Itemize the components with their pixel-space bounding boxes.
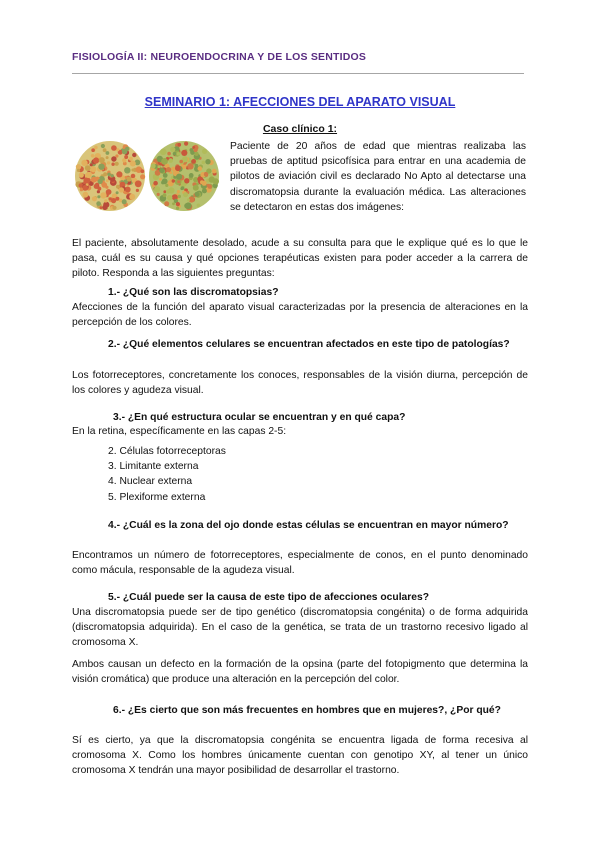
plate-dot bbox=[177, 190, 180, 193]
plate-dot bbox=[176, 174, 182, 180]
plate-dot bbox=[93, 157, 99, 163]
plate-dot bbox=[178, 143, 182, 147]
plate-dot bbox=[198, 166, 203, 171]
plate-dot bbox=[94, 146, 98, 150]
plate-dot bbox=[94, 184, 99, 189]
answer-6: Sí es cierto, ya que la discromatopsia congénita se encuentra ligada de forma recesiva al cromosoma X. Como los hombres únicamente cuentan con genotipo XY, al tener un único cromosoma X tendrán una mayor posibilidad de desarrollar el trastorno. bbox=[72, 735, 528, 777]
plate-dot bbox=[136, 189, 139, 192]
plate-dot bbox=[175, 165, 181, 171]
plate-dot bbox=[189, 173, 194, 178]
plate-dot bbox=[202, 181, 207, 186]
plate-dot bbox=[83, 178, 89, 184]
question-1: 1.- ¿Qué son las discromatopsias? bbox=[108, 287, 279, 298]
plate-dot bbox=[106, 151, 110, 155]
plate-dot bbox=[190, 148, 194, 152]
plate-dot bbox=[184, 142, 188, 146]
answer-4: Encontramos un número de fotorreceptores, especialmente de conos, en el punto denominado como mácula, responsable de la agudeza visual. bbox=[72, 550, 528, 577]
plate-dot bbox=[163, 173, 168, 178]
plate-dot bbox=[176, 202, 180, 206]
plate-dot bbox=[107, 173, 111, 177]
plate-dot bbox=[97, 195, 100, 198]
plate-dot bbox=[109, 197, 112, 200]
plate-dot bbox=[99, 157, 105, 163]
plate-dot bbox=[184, 178, 189, 183]
course-header: FISIOLOGÍA II: NEUROENDOCRINA Y DE LOS SENTIDOS bbox=[72, 51, 367, 63]
plate-dot bbox=[167, 195, 172, 200]
plate-dot bbox=[92, 196, 97, 201]
plate-dot bbox=[86, 172, 92, 178]
plate-dot bbox=[141, 169, 145, 173]
answer-5-continued: Ambos causan un defecto en la formación de la opsina (parte del fotopigmento que determina la visión cromática) que produce una alteración en la percepción del color. bbox=[72, 659, 528, 686]
answer-2: Los fotorreceptores, concretamente los conoces, responsables de la visión diurna, percepción de los colores y agudeza visual. bbox=[72, 370, 528, 397]
retina-layers-list bbox=[108, 444, 226, 505]
answer-3: En la retina, específicamente en las capas 2-5: bbox=[72, 426, 287, 437]
answer-5: Una discromatopsia puede ser de tipo genético (discromatopsia congénita) o de forma adquirida (discromatopsia adquirida). En el caso de la genética, se trata de un trastorno recesivo ligado al cromosoma X. bbox=[72, 607, 528, 649]
plate-dot bbox=[104, 199, 107, 202]
ishihara-plates-image bbox=[72, 138, 224, 220]
plate-dot bbox=[90, 163, 93, 166]
plate-dot bbox=[102, 205, 107, 210]
header-divider bbox=[72, 73, 524, 74]
plate-dot bbox=[202, 149, 207, 154]
answer-1: Afecciones de la función del aparato visual caracterizadas por la presencia de alteraciones en la percepción de los colores. bbox=[72, 302, 528, 329]
plate-dot bbox=[172, 202, 175, 205]
document-title: SEMINARIO 1: AFECCIONES DEL APARATO VISUAL bbox=[144, 95, 456, 109]
plate-dot bbox=[176, 207, 179, 210]
plate-dot bbox=[170, 147, 175, 152]
question-6: 6.- ¿Es cierto que son más frecuentes en hombres que en mujeres?, ¿Por qué? bbox=[113, 705, 501, 716]
plate-dot bbox=[122, 199, 127, 204]
plate-dot bbox=[77, 169, 80, 172]
plate-dot bbox=[140, 174, 145, 179]
list-item: 3. Limitante externa bbox=[108, 461, 199, 473]
case-intro: Paciente de 20 años de edad que mientras realizaba las pruebas de aptitud psicofísica para entrar en una academia de pilotos de aviación civil es declarado No Apto al detectarse una discromatopsia durante la evaluación médica. Las alteraciones se detectaron en estas dos imágenes: bbox=[230, 141, 526, 213]
plate-dot bbox=[159, 168, 164, 173]
plate-dot bbox=[119, 187, 124, 192]
plate-dot bbox=[85, 165, 91, 171]
plate-dot bbox=[131, 174, 136, 179]
plate-dot bbox=[100, 192, 106, 198]
plate-dot bbox=[124, 155, 128, 159]
list-item: 5. Plexiforme externa bbox=[108, 491, 206, 503]
plate-dot bbox=[173, 152, 177, 156]
plate-dot bbox=[181, 186, 185, 190]
plate-dot bbox=[187, 198, 190, 201]
plate-dot bbox=[129, 194, 135, 200]
plate-dot bbox=[187, 163, 193, 169]
plate-dot bbox=[82, 185, 88, 191]
plate-dot bbox=[168, 158, 173, 163]
plate-dot bbox=[100, 206, 103, 209]
plate-dot bbox=[111, 156, 116, 161]
plate-dot bbox=[116, 191, 119, 194]
plate-dot bbox=[103, 148, 107, 152]
question-2: 2.- ¿Qué elementos celulares se encuentran afectados en este tipo de patologías? bbox=[108, 339, 510, 350]
plate-dot bbox=[124, 167, 130, 173]
plate-dot bbox=[184, 203, 190, 209]
plate-dot bbox=[193, 185, 199, 191]
plate-dot bbox=[105, 186, 108, 189]
plate-dot bbox=[212, 169, 217, 174]
plate-dot bbox=[183, 192, 188, 197]
list-item: 2. Células fotorreceptoras bbox=[108, 446, 226, 457]
plate-dot bbox=[127, 176, 132, 181]
plate-dot bbox=[111, 163, 114, 166]
plate-dot bbox=[195, 152, 199, 156]
plate-dot bbox=[164, 201, 169, 206]
plate-dot bbox=[191, 159, 196, 164]
plate-dot bbox=[166, 167, 171, 172]
plate-dot bbox=[151, 164, 156, 169]
plate-dot bbox=[79, 173, 84, 178]
question-5: 5.- ¿Cuál puede ser la causa de este tipo de afecciones oculares? bbox=[108, 592, 430, 603]
plate-dot bbox=[80, 188, 83, 191]
plate-dot bbox=[98, 164, 104, 170]
plate-dot bbox=[202, 161, 206, 165]
plate-dot bbox=[112, 206, 116, 210]
plate-dot bbox=[160, 149, 167, 156]
plate-dot bbox=[96, 201, 101, 206]
plate-dot bbox=[157, 193, 160, 196]
plate-dot bbox=[172, 179, 175, 182]
plate-dot bbox=[132, 153, 136, 157]
plate-dot bbox=[209, 176, 215, 182]
plate-dot bbox=[83, 192, 89, 198]
plate-dot bbox=[106, 179, 109, 182]
plate-dot bbox=[165, 184, 168, 187]
plate-dot bbox=[158, 165, 161, 168]
case-title: Caso clínico 1: bbox=[262, 123, 338, 135]
plate-dot bbox=[161, 181, 165, 185]
plate-dot bbox=[111, 174, 114, 177]
plate-dot bbox=[111, 145, 117, 151]
plate-dot bbox=[90, 166, 96, 172]
plate-dot bbox=[135, 180, 142, 187]
plate-dot bbox=[207, 184, 212, 189]
plate-dot bbox=[195, 164, 199, 168]
plate-dot bbox=[81, 160, 87, 166]
plate-dot bbox=[116, 148, 119, 151]
plate-dot bbox=[91, 154, 95, 158]
plate-dot bbox=[197, 204, 201, 208]
patient-note: El paciente, absolutamente desolado, acude a su consulta para que le explique qué es lo que le pasa, cuál es su causa y qué opciones terapéuticas existen para poder acceder a la carrera de piloto. Responda a las siguientes preguntas: bbox=[72, 238, 528, 280]
plate-dot bbox=[163, 193, 167, 197]
plate-dot bbox=[107, 161, 110, 164]
plate-dot bbox=[91, 148, 95, 152]
plate-dot bbox=[159, 178, 162, 181]
list-item: 4. Nuclear externa bbox=[108, 476, 193, 488]
plate-dot bbox=[125, 147, 129, 151]
plate-dot bbox=[115, 162, 119, 166]
plate-dot bbox=[76, 164, 81, 169]
plate-dot bbox=[106, 156, 109, 159]
plate-dot bbox=[163, 190, 166, 193]
plate-dot bbox=[130, 161, 136, 167]
plate-dot bbox=[91, 177, 97, 183]
plate-dot bbox=[154, 186, 160, 192]
plate-dot bbox=[129, 157, 133, 161]
plate-dot bbox=[179, 160, 183, 164]
plate-dot bbox=[116, 171, 122, 177]
plate-dot bbox=[177, 180, 180, 183]
plate-dot bbox=[202, 188, 207, 193]
plate-dot bbox=[153, 181, 158, 186]
plate-dot bbox=[177, 152, 181, 156]
plate-dot bbox=[167, 152, 171, 156]
question-4: 4.- ¿Cuál es la zona del ojo donde estas células se encuentran en mayor número? bbox=[108, 520, 509, 531]
plate-dot bbox=[101, 144, 105, 148]
plate-dot bbox=[209, 173, 213, 177]
plate-dot bbox=[178, 195, 181, 198]
plate-dot bbox=[181, 150, 187, 156]
ishihara-plates bbox=[72, 138, 224, 220]
plate-dot bbox=[195, 192, 200, 197]
plate-dot bbox=[204, 172, 208, 176]
plate-dot bbox=[205, 159, 210, 164]
question-3: 3.- ¿En qué estructura ocular se encuentran y en qué capa? bbox=[113, 412, 406, 423]
plate-dot bbox=[125, 187, 131, 193]
plate-dot bbox=[166, 189, 170, 193]
plate-dot bbox=[98, 179, 103, 184]
plate-dot bbox=[194, 148, 198, 152]
